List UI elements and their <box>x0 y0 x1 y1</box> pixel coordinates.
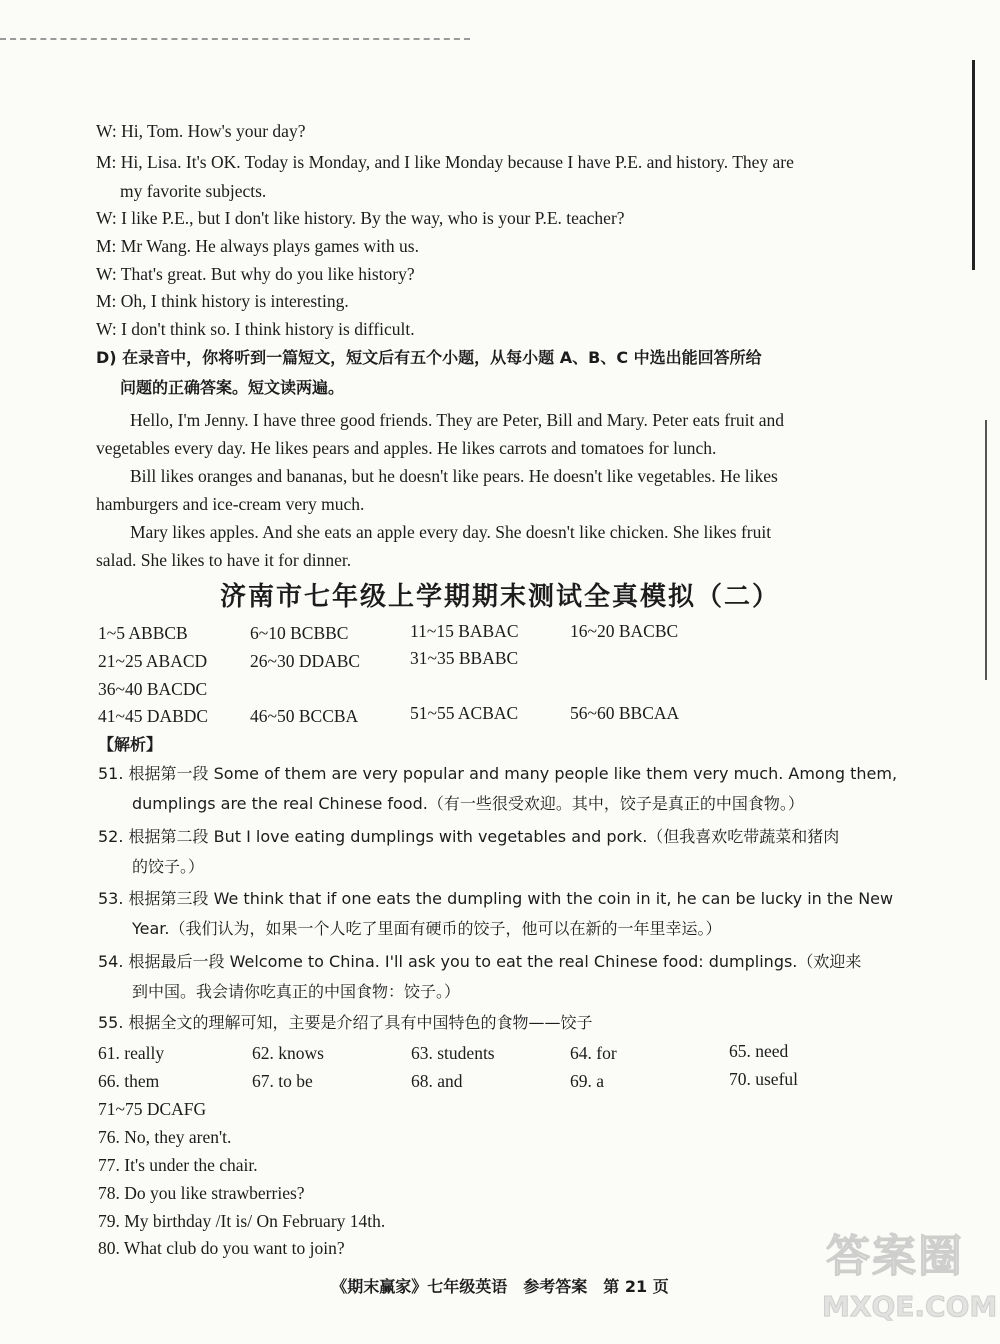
dialogue-line: W: Hi, Tom. How's your day? <box>96 121 306 141</box>
fill-answer: 64. for <box>570 1043 617 1063</box>
fill-answer: 69. a <box>570 1071 605 1091</box>
fill-answer: 63. students <box>411 1043 495 1063</box>
passage-line: Hello, I'm Jenny. I have three good friends. They are Peter, Bill and Mary. Peter eats fruit and <box>130 410 784 430</box>
passage-line: vegetables every day. He likes pears and apples. He likes carrots and tomatoes for lunch. <box>96 438 717 458</box>
answer-group: 31~35 BBABC <box>410 648 519 668</box>
fill-answer: 66. them <box>98 1071 160 1091</box>
answer-line: 79. My birthday /It is/ On February 14th. <box>98 1211 386 1231</box>
fill-answer: 65. need <box>729 1041 789 1061</box>
answer-group: 36~40 BACDC <box>98 679 208 699</box>
page-title: 济南市七年级上学期期末测试全真模拟（二） <box>219 582 780 612</box>
fill-answer: 67. to be <box>252 1071 313 1091</box>
dialogue-line: W: I like P.E., but I don't like history. By the way, who is your P.E. teacher? <box>96 208 625 228</box>
answer-group: 21~25 ABACD <box>98 651 208 671</box>
answer-line: 71~75 DCAFG <box>98 1099 207 1119</box>
answer-line: 78. Do you like strawberries? <box>98 1183 305 1203</box>
answer-group: 26~30 DDABC <box>250 651 361 671</box>
fill-answer: 62. knows <box>252 1043 324 1063</box>
scan-edge-bar <box>985 420 987 680</box>
answer-group: 11~15 BABAC <box>410 621 519 641</box>
dialogue-line: my favorite subjects. <box>120 181 267 201</box>
answer-group: 41~45 DABDC <box>98 706 209 726</box>
dialogue-line: M: Hi, Lisa. It's OK. Today is Monday, and I like Monday because I have P.E. and history. They are <box>96 152 794 172</box>
passage-line: Bill likes oranges and bananas, but he doesn't like pears. He doesn't like vegetables. He likes <box>130 466 778 486</box>
page-footer: 《期末赢家》七年级英语 参考答案 第 21 页 <box>331 1277 669 1296</box>
answer-line: 76. No, they aren't. <box>98 1127 232 1147</box>
analysis-line: 54. 根据最后一段 Welcome to China. I'll ask you to eat the real Chinese food: dumplings.（欢迎来 <box>98 952 862 971</box>
analysis-line: 51. 根据第一段 Some of them are very popular and many people like them very much. Among them, <box>98 764 898 783</box>
answer-line: 77. It's under the chair. <box>98 1155 258 1175</box>
watermark-logo <box>820 1220 998 1338</box>
dialogue-line: W: That's great. But why do you like history? <box>96 264 415 284</box>
analysis-line: dumplings are the real Chinese food.（有一些很受欢迎。其中，饺子是真正的中国食物。） <box>132 794 804 813</box>
fill-answer: 70. useful <box>729 1069 799 1089</box>
answer-group: 46~50 BCCBA <box>250 706 359 726</box>
scan-edge-bar <box>972 60 975 270</box>
answer-group: 1~5 ABBCB <box>98 623 188 643</box>
analysis-line: 的饺子。） <box>132 857 205 876</box>
fill-answer: 61. really <box>98 1043 165 1063</box>
watermark-text: 答案圈 <box>826 1231 964 1282</box>
section-d-instruction: D) 在录音中，你将听到一篇短文，短文后有五个小题，从每小题 A、B、C 中选出能回答所给 <box>96 348 762 367</box>
passage-line: salad. She likes to have it for dinner. <box>96 550 352 570</box>
analysis-line: Year.（我们认为，如果一个人吃了里面有硬币的饺子，他可以在新的一年里幸运。） <box>132 919 722 938</box>
dialogue-line: W: I don't think so. I think history is difficult. <box>96 319 415 339</box>
passage-line: Mary likes apples. And she eats an apple every day. She doesn't like chicken. She likes fruit <box>130 522 772 542</box>
analysis-line: 到中国。我会请你吃真正的中国食物：饺子。） <box>132 982 461 1001</box>
passage-line: hamburgers and ice-cream very much. <box>96 494 365 514</box>
analysis-line: 53. 根据第三段 We think that if one eats the dumpling with the coin in it, he can be lucky in the New <box>98 889 894 908</box>
dialogue-line: M: Mr Wang. He always plays games with us. <box>96 236 419 256</box>
analysis-line: 52. 根据第二段 But I love eating dumplings with vegetables and pork.（但我喜欢吃带蔬菜和猪肉 <box>98 827 840 846</box>
section-d-instruction: 问题的正确答案。短文读两遍。 <box>120 378 345 397</box>
scan-dashed-line <box>0 38 470 40</box>
answer-line: 80. What club do you want to join? <box>98 1238 345 1258</box>
analysis-line: 55. 根据全文的理解可知，主要是介绍了具有中国特色的食物——饺子 <box>98 1013 593 1032</box>
answer-group: 16~20 BACBC <box>570 621 679 641</box>
watermark-url: MXQE.COM <box>822 1290 998 1323</box>
fill-answer: 68. and <box>411 1071 463 1091</box>
answer-group: 51~55 ACBAC <box>410 703 519 723</box>
dialogue-line: M: Oh, I think history is interesting. <box>96 291 349 311</box>
analysis-label: 【解析】 <box>98 735 163 754</box>
answer-group: 56~60 BBCAA <box>570 703 680 723</box>
answer-group: 6~10 BCBBC <box>250 623 349 643</box>
